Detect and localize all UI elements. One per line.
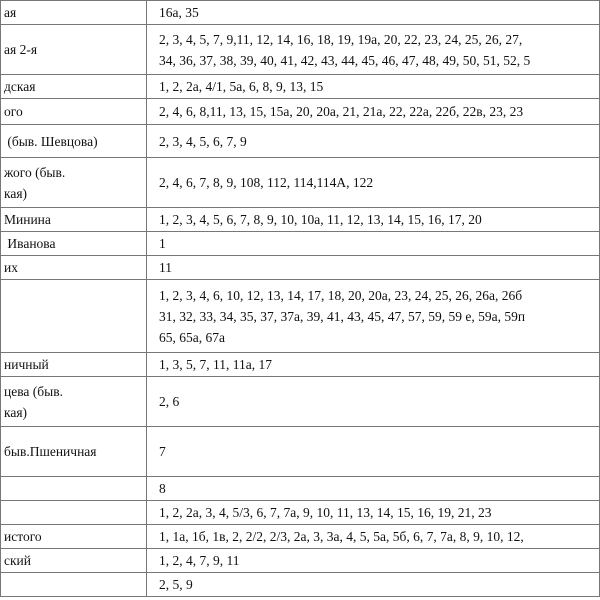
street-name-cell bbox=[1, 477, 147, 501]
house-numbers-cell: 1, 2, 3, 4, 6, 10, 12, 13, 14, 17, 18, 20, 20а, 23, 24, 25, 26, 26а, 26б 31, 32, 33, 34, 35, 37, 37а, 39, 41, 43, 45, 47, 57, 59, 59 е, 59а, 59п 65, 65а, 67а bbox=[147, 280, 600, 353]
house-numbers-cell: 16а, 35 bbox=[147, 1, 600, 25]
street-name-cell: жого (быв. кая) bbox=[1, 158, 147, 208]
street-name-cell: ский bbox=[1, 549, 147, 573]
table-row bbox=[1, 232, 600, 256]
house-numbers-cell: 1, 2, 3, 4, 5, 6, 7, 8, 9, 10, 10а, 11, 12, 13, 14, 15, 16, 17, 20 bbox=[147, 208, 600, 232]
table-row bbox=[1, 256, 600, 280]
house-numbers-cell: 2, 3, 4, 5, 7, 9,11, 12, 14, 16, 18, 19, 19а, 20, 22, 23, 24, 25, 26, 27, 34, 36, 37, 38, 39, 40, 41, 42, 43, 44, 45, 46, 47, 48, 49, 50, 51, 52, 5 bbox=[147, 25, 600, 75]
address-table-body bbox=[1, 1, 600, 597]
street-name-cell: Минина bbox=[1, 208, 147, 232]
table-row bbox=[1, 549, 600, 573]
table-row bbox=[1, 501, 600, 525]
table-row bbox=[1, 158, 600, 208]
table-row bbox=[1, 208, 600, 232]
street-name-cell: ого bbox=[1, 99, 147, 125]
street-name-cell: Иванова bbox=[1, 232, 147, 256]
table-row bbox=[1, 25, 600, 75]
table-row bbox=[1, 125, 600, 158]
house-numbers-cell: 8 bbox=[147, 477, 600, 501]
street-name-cell: (быв. Шевцова) bbox=[1, 125, 147, 158]
house-numbers-cell: 2, 6 bbox=[147, 377, 600, 427]
house-numbers-cell: 1, 1а, 1б, 1в, 2, 2/2, 2/3, 2а, 3, 3а, 4, 5, 5а, 5б, 6, 7, 7а, 8, 9, 10, 12, bbox=[147, 525, 600, 549]
house-numbers-cell: 1, 3, 5, 7, 11, 11а, 17 bbox=[147, 353, 600, 377]
table-row bbox=[1, 427, 600, 477]
house-numbers-cell: 1, 2, 4, 7, 9, 11 bbox=[147, 549, 600, 573]
table-row bbox=[1, 99, 600, 125]
street-name-cell bbox=[1, 280, 147, 353]
table-row bbox=[1, 377, 600, 427]
street-name-cell bbox=[1, 501, 147, 525]
table-row bbox=[1, 525, 600, 549]
street-name-cell: быв.Пшеничная bbox=[1, 427, 147, 477]
house-numbers-cell: 2, 3, 4, 5, 6, 7, 9 bbox=[147, 125, 600, 158]
house-numbers-cell: 1, 2, 2а, 3, 4, 5/3, 6, 7, 7а, 9, 10, 11, 13, 14, 15, 16, 19, 21, 23 bbox=[147, 501, 600, 525]
house-numbers-cell: 2, 5, 9 bbox=[147, 573, 600, 597]
house-numbers-cell: 11 bbox=[147, 256, 600, 280]
street-name-cell: ая bbox=[1, 1, 147, 25]
street-name-cell: их bbox=[1, 256, 147, 280]
house-numbers-cell: 7 bbox=[147, 427, 600, 477]
table-row bbox=[1, 280, 600, 353]
table-row bbox=[1, 573, 600, 597]
street-name-cell: ая 2-я bbox=[1, 25, 147, 75]
table-row bbox=[1, 75, 600, 99]
street-name-cell bbox=[1, 573, 147, 597]
table-row bbox=[1, 1, 600, 25]
street-name-cell: цева (быв. кая) bbox=[1, 377, 147, 427]
street-name-cell: истого bbox=[1, 525, 147, 549]
house-numbers-cell: 2, 4, 6, 7, 8, 9, 108, 112, 114,114А, 122 bbox=[147, 158, 600, 208]
house-numbers-cell: 1, 2, 2а, 4/1, 5а, 6, 8, 9, 13, 15 bbox=[147, 75, 600, 99]
table-row bbox=[1, 353, 600, 377]
street-name-cell: дская bbox=[1, 75, 147, 99]
table-row bbox=[1, 477, 600, 501]
house-numbers-cell: 1 bbox=[147, 232, 600, 256]
house-numbers-cell: 2, 4, 6, 8,11, 13, 15, 15а, 20, 20а, 21, 21а, 22, 22а, 22б, 22в, 23, 23 bbox=[147, 99, 600, 125]
street-name-cell: ничный bbox=[1, 353, 147, 377]
